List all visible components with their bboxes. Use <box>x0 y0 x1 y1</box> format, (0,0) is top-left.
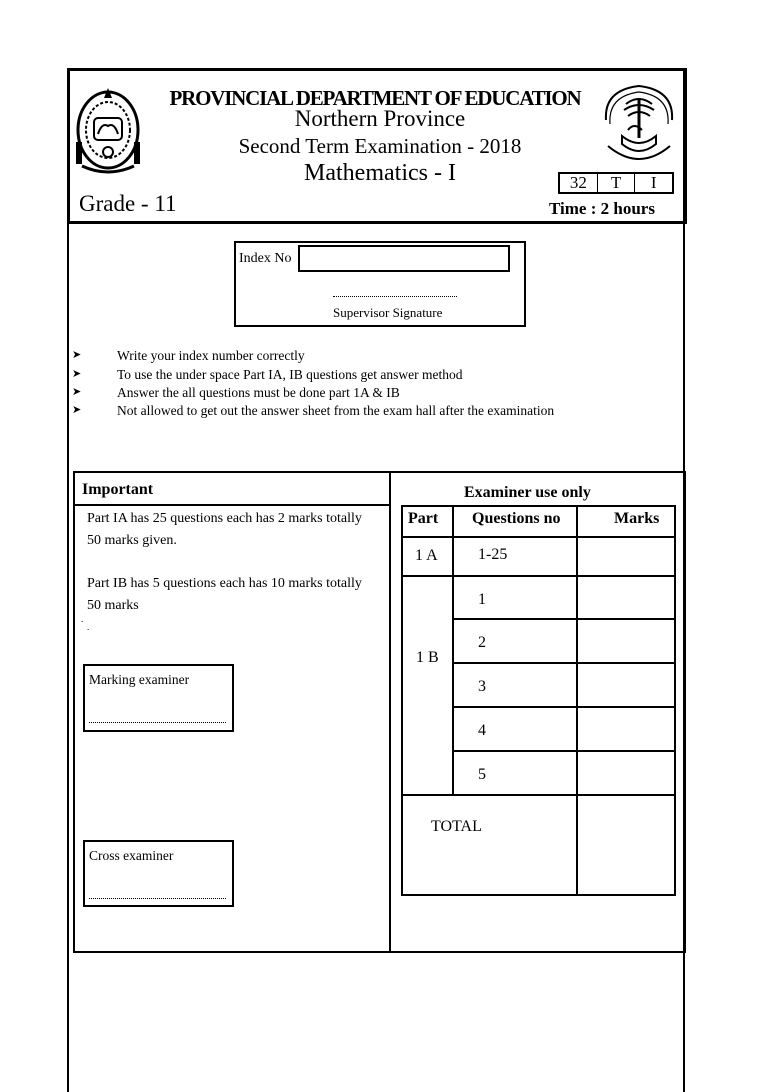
table-row-divider <box>452 662 676 664</box>
question-number: 3 <box>478 678 486 695</box>
table-header-part: Part <box>408 510 439 527</box>
examiner-marks-table <box>401 505 676 896</box>
important-text-line: 50 marks <box>87 598 139 613</box>
marking-examiner-label: Marking examiner <box>89 672 190 687</box>
table-header-questions: Questions no <box>472 510 561 527</box>
arrow-bullet-icon: ➤ <box>72 349 82 361</box>
grade-label: Grade - 11 <box>79 191 177 216</box>
part-1a-range: 1-25 <box>478 546 508 563</box>
paper-code-box <box>558 172 674 194</box>
subject-title: Mathematics - I <box>304 160 456 186</box>
important-text-line: 50 marks given. <box>87 533 177 548</box>
supervisor-signature-label: Supervisor Signature <box>333 305 443 320</box>
paper-code-number: 32 <box>560 174 598 192</box>
question-number: 4 <box>478 722 486 739</box>
supervisor-signature-line[interactable] <box>333 290 457 297</box>
table-row-divider <box>403 536 676 538</box>
marking-examiner-box[interactable] <box>83 664 234 732</box>
national-emblem-icon <box>72 82 144 178</box>
marking-examiner-signature-line[interactable] <box>89 722 226 723</box>
cross-examiner-box[interactable] <box>83 840 234 907</box>
examiner-use-title: Examiner use only <box>464 484 591 501</box>
paper-code-part: I <box>650 173 657 192</box>
exam-title: Second Term Examination - 2018 <box>238 134 522 158</box>
arrow-bullet-icon: ➤ <box>72 404 82 416</box>
time-label: Time : 2 hours <box>549 199 655 218</box>
table-row-divider <box>403 794 676 796</box>
important-text-line: Part IA has 25 questions each has 2 marks totally <box>87 511 362 526</box>
stray-dot: . <box>87 622 90 632</box>
total-label: TOTAL <box>431 818 482 835</box>
important-header-line <box>73 504 391 506</box>
part-1b-label: 1 B <box>416 649 439 666</box>
part-1a-label: 1 A <box>415 547 438 564</box>
question-number: 5 <box>478 766 486 783</box>
index-number-field[interactable] <box>298 245 510 272</box>
table-row-divider <box>403 575 676 577</box>
question-number: 2 <box>478 634 486 651</box>
question-number: 1 <box>478 591 486 608</box>
important-title: Important <box>82 481 154 498</box>
department-title: PROVINCIAL DEPARTMENT OF EDUCATION <box>169 86 581 110</box>
table-header-marks: Marks <box>614 510 660 527</box>
table-row-divider <box>452 618 676 620</box>
arrow-bullet-icon: ➤ <box>72 386 82 398</box>
provincial-logo-icon <box>598 80 680 166</box>
table-row-divider <box>452 750 676 752</box>
section-divider <box>389 471 391 953</box>
cross-examiner-label: Cross examiner <box>89 848 174 863</box>
index-number-label: Index No <box>239 251 292 266</box>
cross-examiner-signature-line[interactable] <box>89 898 226 899</box>
province-name: Northern Province <box>294 106 466 131</box>
table-col-divider <box>576 507 578 896</box>
table-row-divider <box>452 706 676 708</box>
paper-code-type: T <box>598 174 636 192</box>
arrow-bullet-icon: ➤ <box>72 368 82 380</box>
important-text-line: Part IB has 5 questions each has 10 marks totally <box>87 576 362 591</box>
stray-dot: . <box>81 614 84 624</box>
